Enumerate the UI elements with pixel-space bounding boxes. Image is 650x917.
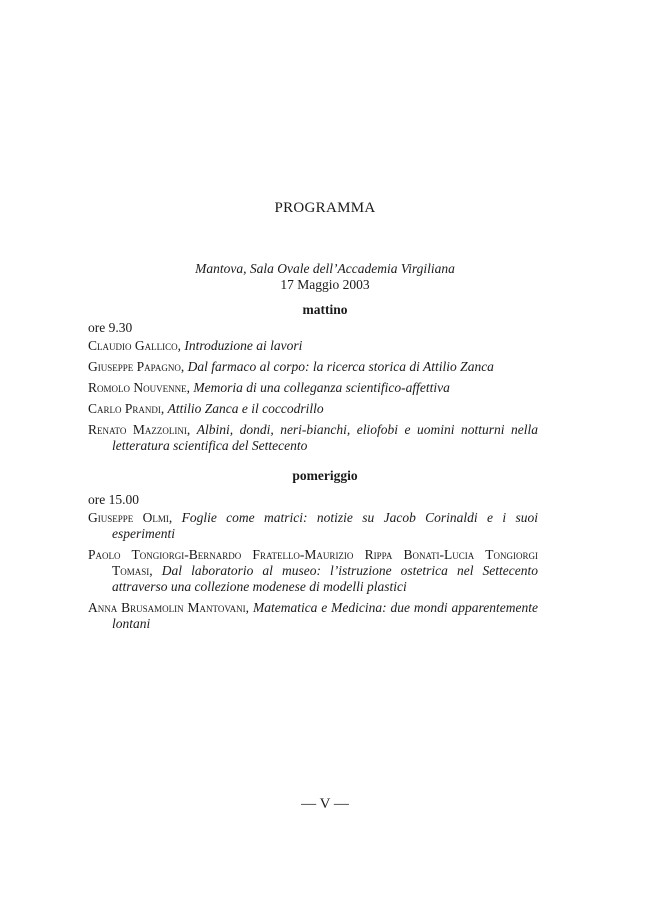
program-entry bbox=[88, 338, 538, 354]
venue-location: Mantova, Sala Ovale dell’Accademia Virgiliana bbox=[195, 261, 455, 276]
program-entry bbox=[88, 380, 538, 396]
page-title: PROGRAMMA bbox=[274, 200, 376, 216]
morning-time: ore 9.30 bbox=[88, 320, 133, 335]
talk-title: Foglie come matrici: notizie su Jacob Corinaldi e i suoi esperimenti bbox=[112, 510, 538, 541]
talk-title: Albini, dondi, neri-bianchi, eliofobi e uomini notturni nella letteratura scientifica del Settecento bbox=[112, 422, 539, 453]
event-date: 17 Maggio 2003 bbox=[280, 277, 370, 292]
morning-heading: mattino bbox=[302, 302, 348, 317]
speaker-name: Giuseppe Papagno, bbox=[88, 359, 185, 374]
talk-title: Memoria di una colleganza scientifico-affettiva bbox=[193, 380, 450, 395]
program-entry bbox=[88, 359, 538, 375]
talk-title: Introduzione ai lavori bbox=[184, 338, 303, 353]
afternoon-session bbox=[88, 492, 538, 637]
speaker-name: Anna Brusamolin Mantovani, bbox=[88, 600, 250, 615]
page-number: — V — bbox=[301, 796, 349, 812]
venue-block bbox=[0, 261, 650, 293]
morning-session bbox=[88, 320, 538, 459]
speaker-name: Carlo Prandi, bbox=[88, 401, 165, 416]
talk-title: Matematica e Medicina: due mondi apparentemente lontani bbox=[112, 600, 539, 631]
program-entry bbox=[88, 422, 538, 454]
talk-title: Dal laboratorio al museo: l’istruzione ostetrica nel Settecento attraverso una collezione modenese di modelli plastici bbox=[112, 563, 539, 594]
speaker-name: Claudio Gallico, bbox=[88, 338, 181, 353]
program-entry bbox=[88, 547, 538, 595]
speaker-name: Romolo Nouvenne, bbox=[88, 380, 190, 395]
talk-title: Attilio Zanca e il coccodrillo bbox=[167, 401, 324, 416]
program-entry bbox=[88, 600, 538, 632]
talk-title: Dal farmaco al corpo: la ricerca storica di Attilio Zanca bbox=[187, 359, 494, 374]
speaker-name: Renato Mazzolini, bbox=[88, 422, 191, 437]
program-entry bbox=[88, 510, 538, 542]
afternoon-heading: pomeriggio bbox=[292, 468, 358, 483]
program-entry bbox=[88, 401, 538, 417]
afternoon-time: ore 15.00 bbox=[88, 492, 139, 507]
speaker-name: Paolo Tongiorgi-Bernardo Fratello-Maurizio Rippa Bonati-Lucia Tongiorgi Tomasi, bbox=[88, 547, 538, 578]
speaker-name: Giuseppe Olmi, bbox=[88, 510, 173, 525]
